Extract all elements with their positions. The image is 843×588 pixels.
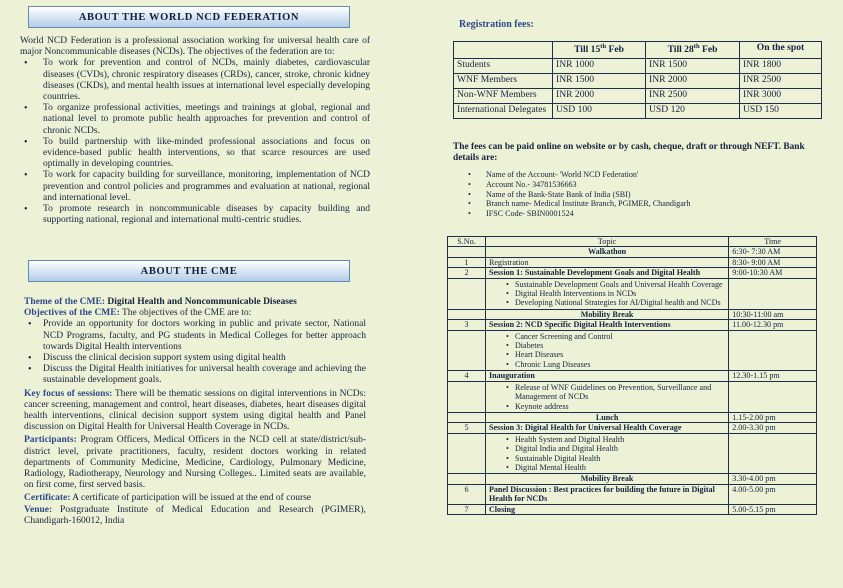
- list-item: • Digital Health Interventions in NCDs: [489, 289, 725, 298]
- schedule-topic: Lunch: [485, 412, 728, 422]
- focus-paragraph: [24, 389, 366, 434]
- schedule-header-time: Time: [729, 237, 817, 247]
- schedule-topic: Panel Discussion : Best practices for building the future in Digital Health for NCDs: [485, 484, 728, 504]
- fee-category: WNF Members: [454, 74, 553, 89]
- fees-header-category: [454, 42, 553, 59]
- schedule-topic: Registration: [485, 257, 728, 267]
- registration-title: Registration fees:: [459, 19, 534, 30]
- schedule-number: 5: [448, 423, 486, 433]
- fee-category: Non-WNF Members: [454, 89, 553, 104]
- list-item: • Discuss the clinical decision support system using digital health: [24, 353, 366, 364]
- fee-value: INR 2500: [740, 74, 822, 89]
- fees-header-till-15: Till 15th Feb: [553, 42, 646, 59]
- schedule-number: 4: [448, 371, 486, 381]
- fees-header-on-spot: On the spot: [740, 42, 822, 59]
- list-item: • Cancer Screening and Control: [489, 332, 725, 341]
- fee-value: INR 1000: [553, 59, 646, 74]
- schedule-topic: Session 1: Sustainable Development Goals and Digital Health: [485, 268, 728, 278]
- fee-value: INR 3000: [740, 89, 822, 104]
- certificate-value: A certificate of participation will be issued at the end of course: [72, 493, 312, 504]
- fee-value: INR 1800: [740, 59, 822, 74]
- schedule-number: 2: [448, 268, 486, 278]
- schedule-time: 11.00-12.30 pm: [729, 320, 817, 330]
- table-row: [448, 371, 817, 381]
- objectives-label: Objectives of the CME:: [24, 308, 120, 319]
- cme-section: [24, 297, 366, 527]
- fee-value: INR 2000: [646, 74, 740, 89]
- list-item: • To work for capacity building for surveillance, monitoring, implementation of NCD prevention and control policies and programmes and evaluation at national, regional and international level.: [20, 170, 370, 204]
- schedule-topic: Mobility Break: [485, 309, 728, 319]
- schedule-topic: Mobility Break: [485, 474, 728, 484]
- table-row: [448, 257, 817, 267]
- table-cell: [729, 433, 817, 474]
- objectives-line: [24, 308, 366, 319]
- table-cell: [448, 309, 486, 319]
- venue-label: Venue:: [24, 504, 53, 515]
- table-cell: [729, 330, 817, 371]
- schedule-topic: Closing: [485, 504, 728, 514]
- list-item: • Branch name- Medical Institute Branch, PGIMER, Chandigarh: [468, 199, 788, 209]
- schedule-topic: Walkathon: [485, 247, 728, 257]
- schedule-time: 3.30-4.00 pm: [729, 474, 817, 484]
- table-cell: [448, 412, 486, 422]
- schedule-number: 6: [448, 484, 486, 504]
- schedule-time: 1.15-2.00 pm: [729, 412, 817, 422]
- list-item: • Digital India and Digital Health: [489, 444, 725, 453]
- schedule-table: [447, 236, 817, 515]
- table-cell: [448, 330, 486, 371]
- list-item: • Chronic Lung Diseases: [489, 360, 725, 369]
- participants-label: Participants:: [24, 435, 77, 446]
- venue-value: Postgraduate Institute of Medical Education and Research (PGIMER), Chandigarh-160012, India: [24, 504, 367, 526]
- schedule-topic: Session 2: NCD Specific Digital Health Interventions: [485, 320, 728, 330]
- list-item: • Provide an opportunity for doctors working in public and private sector, National NCD Programs, faculty, and PG students in Medical Colleges for better approach towards Digital Health interventions: [24, 319, 366, 353]
- fee-category: International Delegates: [454, 104, 553, 119]
- schedule-time: 8:30- 9:00 AM: [729, 257, 817, 267]
- list-item: • Diabetes: [489, 341, 725, 350]
- certificate-label: Certificate:: [24, 493, 71, 504]
- table-row: [454, 89, 822, 104]
- right-column: [453, 0, 833, 588]
- schedule-number: 7: [448, 504, 486, 514]
- schedule-subtopics: [485, 433, 728, 474]
- list-item: • Developing National Strategies for AI/Digital health and NCDs: [489, 298, 725, 307]
- table-row: [448, 412, 817, 422]
- cme-objectives-list: [24, 319, 366, 386]
- table-cell: [448, 247, 486, 257]
- table-row: [448, 504, 817, 514]
- table-row: [448, 278, 817, 309]
- table-cell: [448, 433, 486, 474]
- table-row: [454, 104, 822, 119]
- list-item: • Keynote address: [489, 402, 725, 411]
- payment-note: The fees can be paid online on website or by cash, cheque, draft or through NEFT. Bank details are:: [453, 142, 805, 163]
- schedule-topic: Inauguration: [485, 371, 728, 381]
- list-item: • Discuss the Digital Health initiatives for universal health coverage and achieving the sustainable development goals.: [24, 364, 366, 386]
- table-row: [448, 268, 817, 278]
- fee-value: USD 120: [646, 104, 740, 119]
- schedule-number: 1: [448, 257, 486, 267]
- participants-value: Program Officers, Medical Officers in the NCD cell at state/district/sub-district level, private practitioners, faculty, resident doctors working in related departments of Community Medicine, Medicine, Cardiology, Pulmonary Medicine, Radiology, Radiotherapy, Neurology and Nursing Colleges.. Limited seats are available, on first come, first served basis.: [24, 435, 367, 491]
- list-item: • Health System and Digital Health: [489, 435, 725, 444]
- schedule-time: 6:30- 7:30 AM: [729, 247, 817, 257]
- fees-header-row: [454, 42, 822, 59]
- list-item: • IFSC Code- SBIN0001524: [468, 209, 788, 219]
- table-row: [448, 381, 817, 412]
- fee-value: USD 100: [553, 104, 646, 119]
- table-cell: [448, 474, 486, 484]
- list-item: • Release of WNF Guidelines on Prevention, Surveillance and Management of NCDs: [489, 383, 725, 402]
- list-item: • To organize professional activities, meetings and trainings at global, regional and national level to promote public health approaches for prevention and control of chronic NCDs.: [20, 103, 370, 137]
- schedule-time: 9:00-10:30 AM: [729, 268, 817, 278]
- fee-value: USD 150: [740, 104, 822, 119]
- table-row: [448, 433, 817, 474]
- table-cell: [729, 278, 817, 309]
- list-item: • To build partnership with like-minded professional associations and focus on evidence-based public health interventions, so that scarce resources are used optimally in developing countries.: [20, 137, 370, 171]
- schedule-time: 2.00-3.30 pm: [729, 423, 817, 433]
- list-item: • Name of the Account- 'World NCD Federation': [468, 170, 788, 180]
- fee-category: Students: [454, 59, 553, 74]
- federation-intro: World NCD Federation is a professional association working for universal health care of major Noncommunicable diseases (NCDs). The objectives of the federation are to:: [20, 36, 370, 58]
- cme-heading: ABOUT THE CME: [28, 260, 350, 282]
- schedule-number: 3: [448, 320, 486, 330]
- list-item: • Sustainable Development Goals and Universal Health Coverage: [489, 280, 725, 289]
- list-item: • Name of the Bank-State Bank of India (SBI): [468, 190, 788, 200]
- focus-label: Key focus of sessions:: [24, 388, 113, 399]
- table-row: [448, 423, 817, 433]
- table-row: [448, 320, 817, 330]
- list-item: • Sustainable Digital Health: [489, 454, 725, 463]
- schedule-time: 4.00-5.00 pm: [729, 484, 817, 504]
- fees-header-till-28: Till 28th Feb: [646, 42, 740, 59]
- table-row: [448, 309, 817, 319]
- schedule-header-topic: Topic: [485, 237, 728, 247]
- table-row: [454, 59, 822, 74]
- schedule-subtopics: [485, 381, 728, 412]
- fee-value: INR 1500: [553, 74, 646, 89]
- table-row: [448, 247, 817, 257]
- objectives-value: The objectives of the CME are to:: [121, 308, 252, 319]
- schedule-subtopics: [485, 330, 728, 371]
- federation-objectives-list: [20, 58, 370, 226]
- schedule-time: 10:30-11:00 am: [729, 309, 817, 319]
- table-cell: [729, 381, 817, 412]
- fees-table: [453, 41, 822, 119]
- list-item: • To promote research in noncommunicable diseases by capacity building and supporting national, regional and international multi-centric studies.: [20, 204, 370, 226]
- table-row: [448, 330, 817, 371]
- table-cell: [448, 278, 486, 309]
- theme-label: Theme of the CME:: [24, 297, 105, 307]
- list-item: • Digital Mental Health: [489, 463, 725, 472]
- federation-heading: ABOUT THE WORLD NCD FEDERATION: [28, 6, 350, 28]
- participants-paragraph: [24, 435, 366, 491]
- theme-value: Digital Health and Noncommunicable Diseases: [107, 297, 297, 307]
- schedule-header-sno: S.No.: [448, 237, 486, 247]
- fee-value: INR 2000: [553, 89, 646, 104]
- left-column: [20, 0, 372, 588]
- schedule-topic: Session 3: Digital Health for Universal Health Coverage: [485, 423, 728, 433]
- schedule-header-row: [448, 237, 817, 247]
- fee-value: INR 1500: [646, 59, 740, 74]
- focus-value: There will be thematic sessions on digital interventions in NCDs: cancer screening, management and control, heart diseases, diabetes, heart diseases digital health interventions, clinical decision support system using digital health and Panel discussion on Digital Health for Universal Health Coverage in NCDs.: [24, 388, 366, 433]
- fee-value: INR 2500: [646, 89, 740, 104]
- list-item: • Heart Diseases: [489, 350, 725, 359]
- list-item: • To work for prevention and control of NCDs, mainly diabetes, cardiovascular diseases (CVDs), chronic respiratory diseases (CRDs), cancer, stroke, chronic kidney diseases (CKDs), and mental health issues at international level especially developing countries.: [20, 58, 370, 103]
- venue-paragraph: [24, 505, 366, 527]
- table-row: [454, 74, 822, 89]
- theme-line: [24, 297, 366, 308]
- list-item: • Account No.- 34781536663: [468, 180, 788, 190]
- table-row: [448, 474, 817, 484]
- schedule-subtopics: [485, 278, 728, 309]
- table-row: [448, 484, 817, 504]
- certificate-paragraph: [24, 493, 366, 504]
- schedule-time: 5.00-5.15 pm: [729, 504, 817, 514]
- table-cell: [448, 381, 486, 412]
- federation-section: [20, 36, 370, 226]
- bank-details-list: [468, 170, 788, 219]
- schedule-time: 12.30-1.15 pm: [729, 371, 817, 381]
